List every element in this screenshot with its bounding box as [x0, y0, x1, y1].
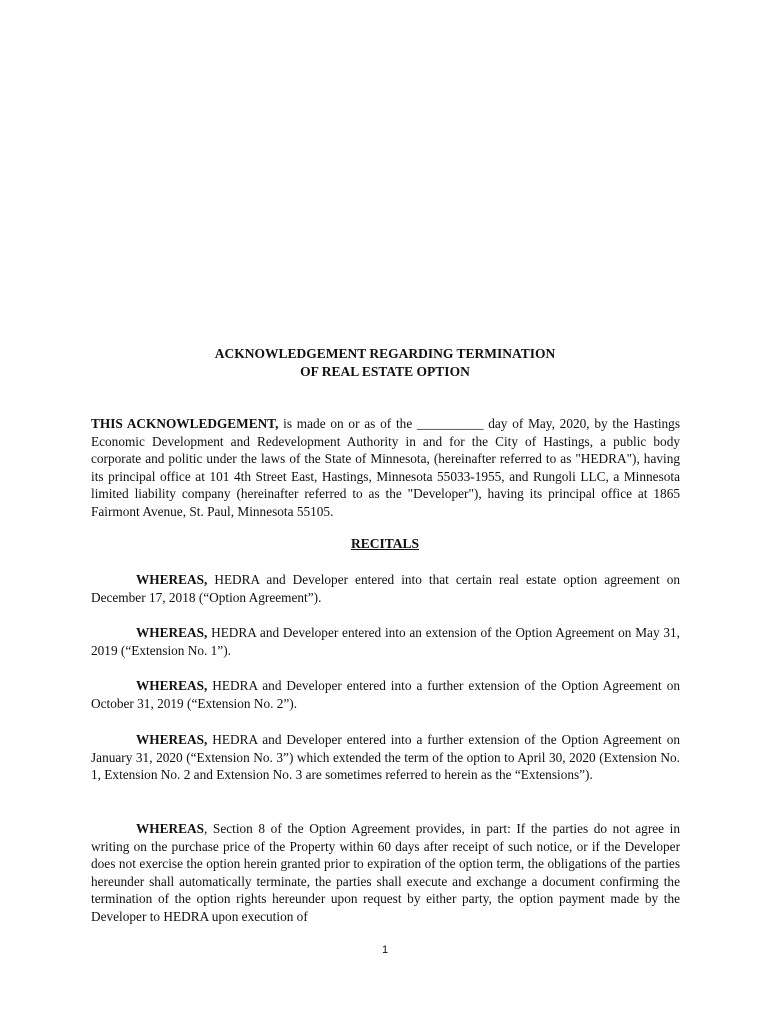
recital-lead: WHEREAS,	[136, 572, 208, 587]
recitals-heading: RECITALS	[350, 536, 420, 551]
intro-paragraph	[91, 415, 680, 521]
recital-paragraph-3	[91, 677, 680, 712]
intro-lead: THIS ACKNOWLEDGEMENT,	[91, 416, 279, 431]
recital-paragraph-1	[91, 571, 680, 606]
title-line-1: ACKNOWLEDGEMENT REGARDING TERMINATION	[214, 346, 556, 361]
recital-text: HEDRA and Developer entered into a further extension of the Option Agreement on January 31, 2020 (“Extension No. 3”) which extended the term of the option to April 30, 2020 (Extension No. 1, Extension No. 2 and Extension No. 3 are sometimes referred to herein as the “Extensions”).	[91, 732, 680, 783]
intro-text: is made on or as of the __________ day of May, 2020, by the Hastings Economic Development and Redevelopment Authority in and for the City of Hastings, a public body corporate and politic under the laws of the State of Minnesota, (hereinafter referred to as "HEDRA"), having its principal office at 101 4th Street East, Hastings, Minnesota 55033-1955, and Rungoli LLC, a Minnesota limited liability company (hereinafter referred to as the "Developer"), having its principal office at 1865 Fairmont Avenue, St. Paul, Minnesota 55105.	[91, 416, 680, 519]
document-title	[0, 345, 770, 380]
recital-lead: WHEREAS,	[136, 625, 208, 640]
recital-text: HEDRA and Developer entered into a further extension of the Option Agreement on October 31, 2019 (“Extension No. 2”).	[91, 678, 680, 711]
recital-text: HEDRA and Developer entered into that certain real estate option agreement on December 17, 2018 (“Option Agreement”).	[91, 572, 680, 605]
recital-lead: WHEREAS,	[136, 678, 208, 693]
recital-lead: WHEREAS,	[136, 732, 208, 747]
title-line-2: OF REAL ESTATE OPTION	[300, 363, 470, 379]
recital-lead: WHEREAS	[136, 821, 204, 836]
recital-paragraph-5	[91, 820, 680, 926]
recital-paragraph-4	[91, 731, 680, 784]
page-number: 1	[381, 944, 389, 956]
recital-text: , Section 8 of the Option Agreement provides, in part: If the parties do not agree in writing on the purchase price of the Property within 60 days after receipt of such notice, or if the Developer does not exercise the option herein granted prior to expiration of the option term, the obligations of the parties hereunder shall automatically terminate, the parties shall execute and exchange a document confirming the termination of the option rights hereunder upon request by either party, the option payment made by the Developer to HEDRA upon execution of	[91, 821, 680, 924]
recital-paragraph-2	[91, 624, 680, 659]
recital-text: HEDRA and Developer entered into an extension of the Option Agreement on May 31, 2019 (“Extension No. 1”).	[91, 625, 680, 658]
